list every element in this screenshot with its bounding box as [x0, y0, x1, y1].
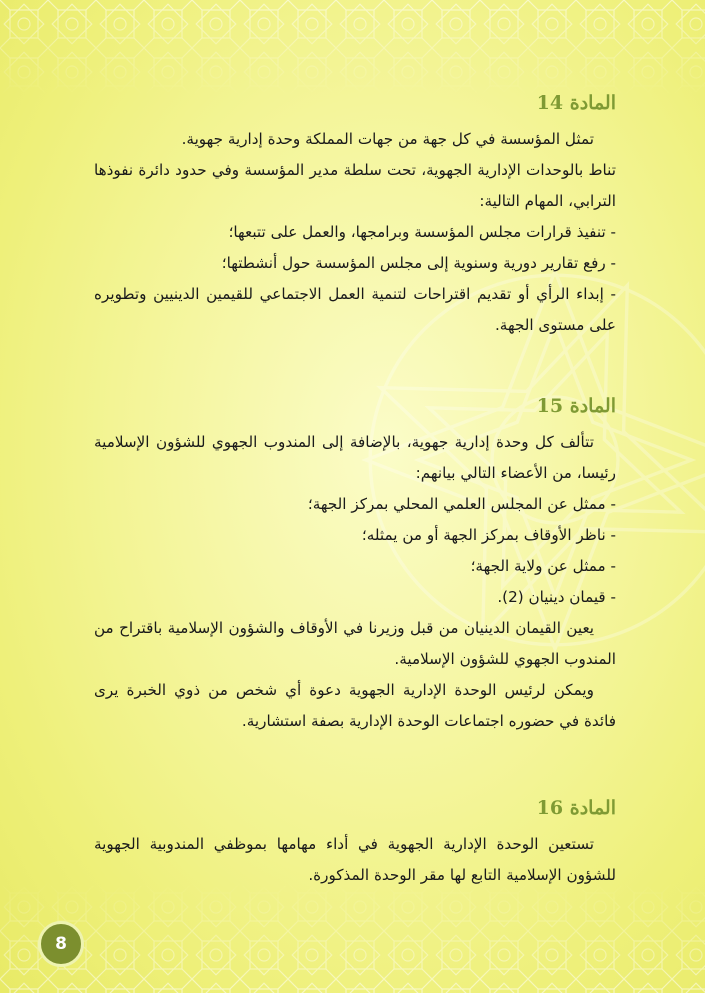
list-item: - رفع تقارير دورية وسنوية إلى مجلس المؤسسة حول أنشطتها؛ [221, 254, 616, 272]
article-heading: المادة 14 [536, 92, 616, 114]
list-item: - ممثل عن ولاية الجهة؛ [470, 557, 616, 575]
article-15 [94, 391, 616, 737]
list-item: - قيمان دينيان (2). [497, 588, 616, 606]
decorative-pattern-bottom [0, 883, 705, 993]
page-number-badge: 8 [38, 921, 84, 967]
list-item: - ناظر الأوقاف بمركز الجهة أو من يمثله؛ [361, 526, 616, 544]
decorative-pattern-top [0, 0, 705, 95]
list-item: - ممثل عن المجلس العلمي المحلي بمركز الجهة؛ [307, 495, 616, 513]
article-paragraph: تستعين الوحدة الإدارية الجهوية في أداء مهامها بموظفي المندوبية الجهوية للشؤون الإسلامية التابع لها مقر الوحدة المذكورة. [94, 835, 616, 884]
article-paragraph: تمثل المؤسسة في كل جهة من جهات المملكة وحدة إدارية جهوية. [181, 130, 594, 148]
article-paragraph: ويمكن لرئيس الوحدة الإدارية الجهوية دعوة أي شخص من ذوي الخبرة يرى فائدة في حضوره اجتماعات الوحدة الإدارية بصفة استشارية. [94, 681, 616, 730]
article-16 [94, 793, 616, 891]
article-14 [94, 88, 616, 341]
article-heading: المادة 16 [536, 797, 616, 819]
article-paragraph: تتألف كل وحدة إدارية جهوية، بالإضافة إلى المندوب الجهوي للشؤون الإسلامية رئيسا، من الأعضاء التالي بيانهم: [94, 433, 616, 482]
article-heading: المادة 15 [536, 395, 616, 417]
article-paragraph: يعين القيمان الدينيان من قبل وزيرنا في الأوقاف والشؤون الإسلامية باقتراح من المندوب الجهوي للشؤون الإسلامية. [94, 619, 616, 668]
list-item: - تنفيذ قرارات مجلس المؤسسة وبرامجها، والعمل على تتبعها؛ [228, 223, 616, 241]
list-item: - إبداء الرأي أو تقديم اقتراحات لتنمية العمل الاجتماعي للقيمين الدينيين وتطويره على مستوى الجهة. [94, 285, 616, 334]
article-paragraph: تناط بالوحدات الإدارية الجهوية، تحت سلطة مدير المؤسسة وفي حدود دائرة نفوذها الترابي، المهام التالية: [94, 161, 616, 210]
